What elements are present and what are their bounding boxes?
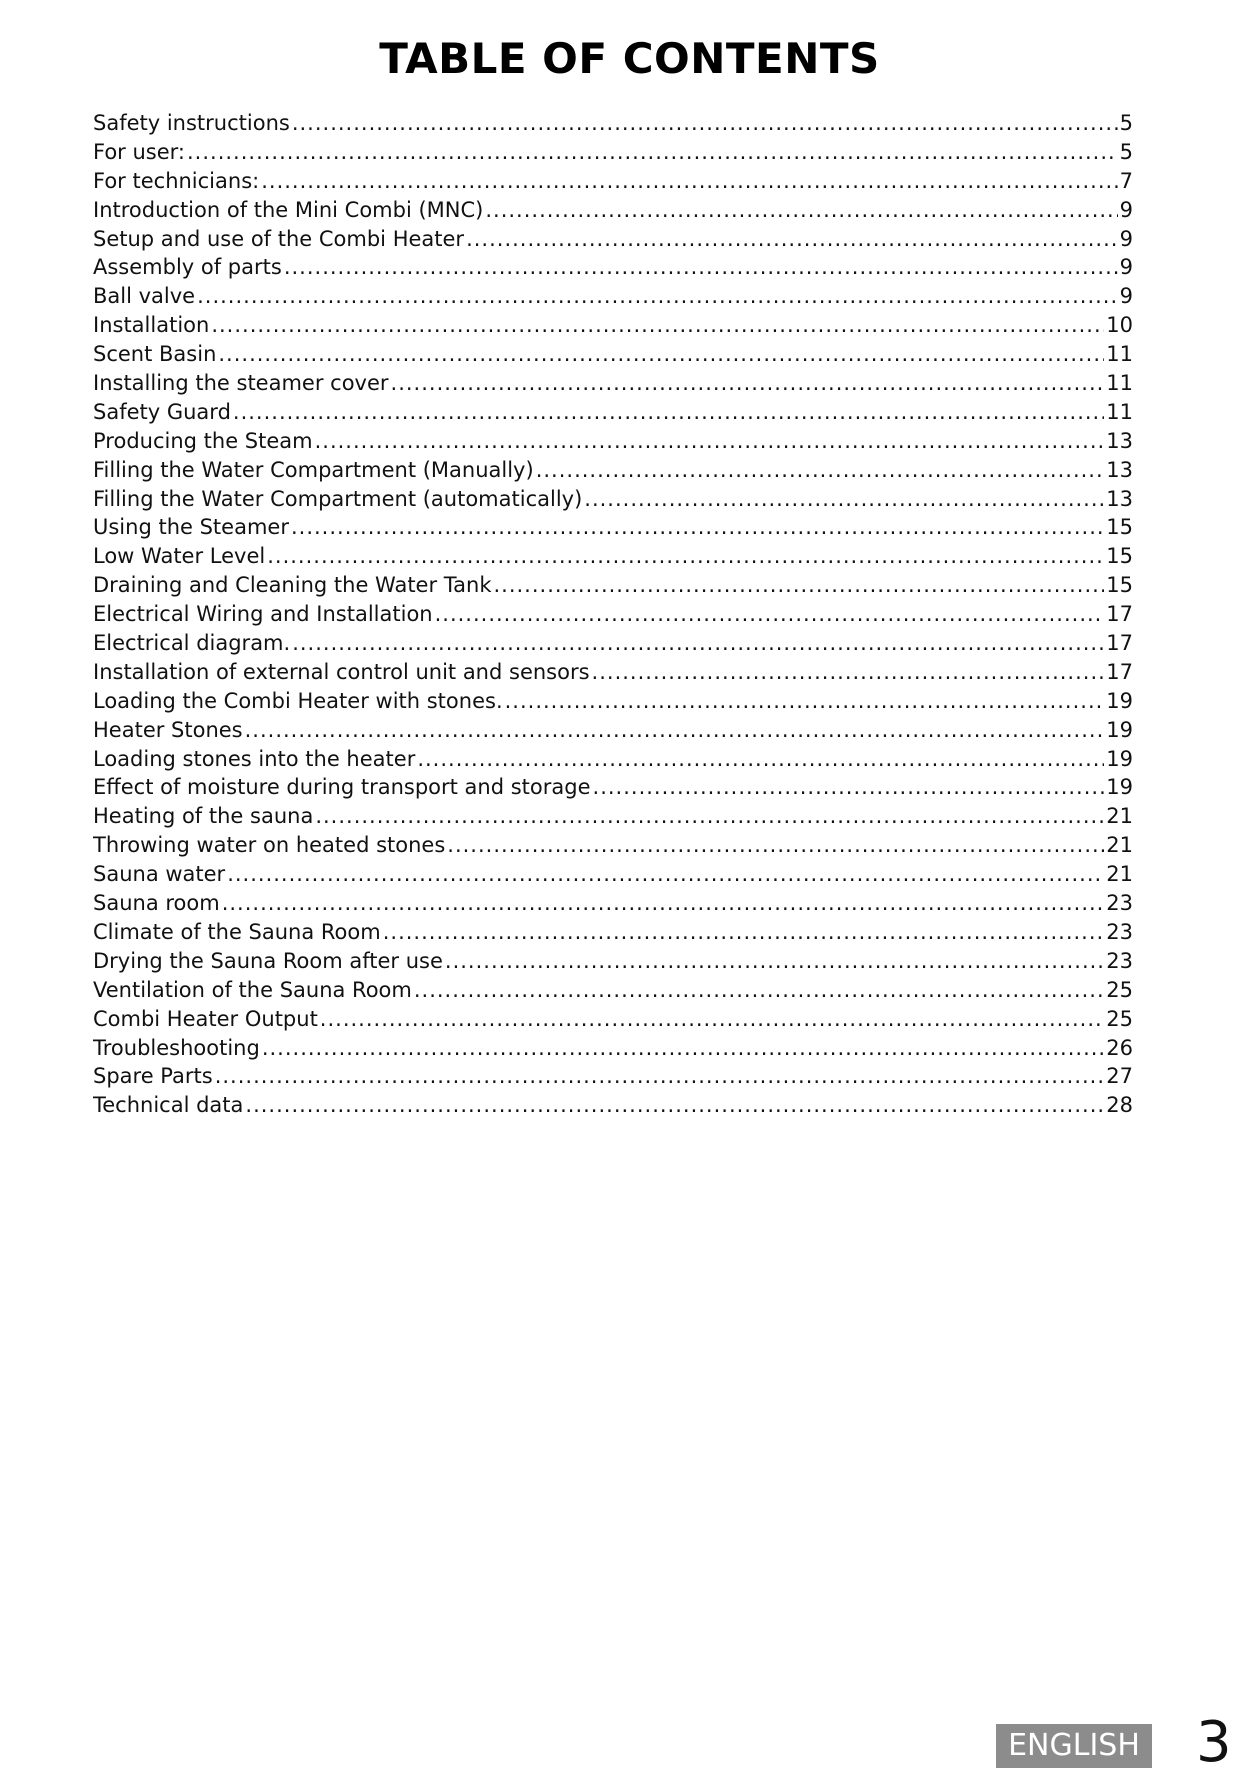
toc-entry[interactable] <box>93 831 1133 860</box>
toc-entry-label: Loading the Combi Heater with stones. <box>93 688 503 713</box>
toc-entry-page: 27 <box>1106 1064 1133 1089</box>
toc-entry-label: Electrical diagram. <box>93 631 291 656</box>
toc-entry-page: 9 <box>1119 284 1133 309</box>
toc-dot-leader <box>466 225 1118 254</box>
toc-entry-label: Installation <box>93 313 210 338</box>
toc-entry-label: Technical data <box>93 1093 244 1118</box>
toc-entry[interactable] <box>93 571 1133 600</box>
toc-entry[interactable] <box>93 311 1133 340</box>
page-title: TABLE OF CONTENTS <box>379 34 880 83</box>
toc-entry[interactable] <box>93 860 1133 889</box>
toc-entry[interactable] <box>93 542 1133 571</box>
toc-dot-leader <box>493 571 1104 600</box>
toc-dot-leader <box>383 918 1105 947</box>
toc-entry[interactable] <box>93 976 1133 1005</box>
toc-entry[interactable] <box>93 1005 1133 1034</box>
toc-entry-page: 17 <box>1106 659 1133 684</box>
toc-dot-leader <box>215 1062 1105 1091</box>
toc-entry-page: 21 <box>1106 862 1133 887</box>
toc-dot-leader <box>211 311 1104 340</box>
toc-dot-leader <box>267 542 1104 571</box>
toc-entry-page: 19 <box>1106 746 1133 771</box>
toc-entry[interactable] <box>93 1091 1133 1120</box>
toc-entry-label: Drying the Sauna Room after use <box>93 948 443 973</box>
toc-entry[interactable] <box>93 282 1133 311</box>
toc-dot-leader <box>222 889 1105 918</box>
toc-entry-page: 23 <box>1106 919 1133 944</box>
toc-entry[interactable] <box>93 485 1133 514</box>
toc-entry-label: Draining and Cleaning the Water Tank <box>93 573 492 598</box>
toc-entry-label: Loading stones into the heater <box>93 746 416 771</box>
toc-entry[interactable] <box>93 369 1133 398</box>
toc-dot-leader <box>536 456 1105 485</box>
toc-dot-leader <box>505 687 1105 716</box>
toc-entry[interactable] <box>93 918 1133 947</box>
toc-entry[interactable] <box>93 196 1133 225</box>
toc-entry-label: Safety Guard <box>93 399 231 424</box>
toc-dot-leader <box>245 716 1105 745</box>
toc-entry-page: 11 <box>1106 399 1133 424</box>
toc-entry-label: Ventilation of the Sauna Room <box>93 977 412 1002</box>
toc-dot-leader <box>592 658 1105 687</box>
toc-entry-label: Low Water Level <box>93 544 266 569</box>
toc-entry[interactable] <box>93 1062 1133 1091</box>
toc-entry-label: Spare Parts <box>93 1064 213 1089</box>
toc-entry-page: 21 <box>1106 833 1133 858</box>
toc-entry-page: 13 <box>1106 428 1133 453</box>
toc-entry[interactable] <box>93 773 1133 802</box>
toc-dot-leader <box>485 196 1117 225</box>
toc-entry-page: 21 <box>1106 804 1133 829</box>
toc-dot-leader <box>447 831 1104 860</box>
toc-entry-page: 7 <box>1119 168 1133 193</box>
toc-entry-page: 19 <box>1106 717 1133 742</box>
toc-entry-page: 9 <box>1119 197 1133 222</box>
toc-entry-label: Ball valve <box>93 284 196 309</box>
toc-entry-page: 15 <box>1106 515 1133 540</box>
toc-entry[interactable] <box>93 427 1133 456</box>
toc-entry-label: Introduction of the Mini Combi (MNC) <box>93 197 484 222</box>
toc-dot-leader <box>227 860 1104 889</box>
toc-entry-label: For technicians: <box>93 168 260 193</box>
toc-entry-label: Climate of the Sauna Room <box>93 919 381 944</box>
toc-dot-leader <box>593 773 1105 802</box>
toc-dot-leader <box>414 976 1104 1005</box>
toc-entry[interactable] <box>93 340 1133 369</box>
toc-entry[interactable] <box>93 716 1133 745</box>
toc-entry-page: 25 <box>1106 1006 1133 1031</box>
toc-entry-label: Heater Stones <box>93 717 243 742</box>
toc-entry[interactable] <box>93 253 1133 282</box>
language-badge: ENGLISH <box>996 1724 1152 1768</box>
toc-dot-leader <box>262 1034 1104 1063</box>
toc-entry-page: 19 <box>1106 775 1133 800</box>
toc-dot-leader <box>187 138 1118 167</box>
toc-entry-label: Filling the Water Compartment (automatically) <box>93 486 583 511</box>
toc-entry-page: 13 <box>1106 457 1133 482</box>
toc-entry-label: Assembly of parts <box>93 255 282 280</box>
toc-entry-page: 25 <box>1106 977 1133 1002</box>
toc-entry-page: 11 <box>1106 342 1133 367</box>
toc-entry-page: 17 <box>1106 631 1133 656</box>
toc-entry-page: 5 <box>1119 139 1133 164</box>
toc-dot-leader <box>417 745 1104 774</box>
page-number: 3 <box>1196 1710 1232 1775</box>
toc-entry-page: 23 <box>1106 891 1133 916</box>
toc-entry[interactable] <box>93 629 1133 658</box>
toc-dot-leader <box>197 282 1118 311</box>
toc-entry-page: 15 <box>1106 544 1133 569</box>
toc-entry-label: Installation of external control unit and sensors <box>93 659 590 684</box>
toc-dot-leader <box>233 398 1104 427</box>
toc-entry-label: Setup and use of the Combi Heater <box>93 226 465 251</box>
toc-entry-label: Scent Basin <box>93 342 217 367</box>
toc-entry[interactable] <box>93 109 1133 138</box>
toc-dot-leader <box>291 513 1104 542</box>
toc-dot-leader <box>284 253 1118 282</box>
toc-entry-label: For user: <box>93 139 185 164</box>
toc-entry-page: 13 <box>1106 486 1133 511</box>
toc-entry[interactable] <box>93 745 1133 774</box>
toc-entry-label: Safety instructions <box>93 111 290 135</box>
toc-entry[interactable] <box>93 398 1133 427</box>
toc-entry-label: Using the Steamer <box>93 515 289 540</box>
toc-entry-page: 15 <box>1106 573 1133 598</box>
toc-entry-page: 9 <box>1119 226 1133 251</box>
toc-entry-page: 19 <box>1106 688 1133 713</box>
toc-entry-label: Electrical Wiring and Installation <box>93 602 433 627</box>
toc-entry-label: Sauna water <box>93 862 226 887</box>
toc-entry-label: Effect of moisture during transport and storage <box>93 775 591 800</box>
toc-entry-label: Sauna room <box>93 891 220 916</box>
toc-entry[interactable] <box>93 658 1133 687</box>
toc-entry-page: 11 <box>1106 371 1133 396</box>
toc-entry-label: Troubleshooting <box>93 1035 260 1060</box>
toc-entry-page: 5 <box>1119 111 1133 135</box>
toc-dot-leader <box>315 427 1105 456</box>
toc-entry-label: Filling the Water Compartment (Manually) <box>93 457 534 482</box>
toc-dot-leader <box>292 629 1104 658</box>
toc-entry[interactable] <box>93 225 1133 254</box>
toc-entry-label: Combi Heater Output <box>93 1006 318 1031</box>
toc-dot-leader <box>218 340 1104 369</box>
toc-dot-leader <box>261 167 1117 196</box>
toc-entry[interactable] <box>93 889 1133 918</box>
toc-entry-page: 10 <box>1106 313 1133 338</box>
toc-dot-leader <box>292 109 1118 138</box>
toc-entry[interactable] <box>93 138 1133 167</box>
toc-entry[interactable] <box>93 456 1133 485</box>
toc-dot-leader <box>320 1005 1104 1034</box>
toc-dot-leader <box>584 485 1104 514</box>
toc-entry[interactable] <box>93 687 1133 716</box>
toc-entry-label: Installing the steamer cover <box>93 371 389 396</box>
toc-entry[interactable] <box>93 802 1133 831</box>
table-of-contents <box>93 109 1133 1120</box>
toc-dot-leader <box>435 600 1105 629</box>
toc-entry-page: 28 <box>1106 1093 1133 1118</box>
toc-entry-page: 23 <box>1106 948 1133 973</box>
toc-entry[interactable] <box>93 513 1133 542</box>
toc-entry-page: 9 <box>1119 255 1133 280</box>
toc-entry[interactable] <box>93 1034 1133 1063</box>
toc-entry[interactable] <box>93 947 1133 976</box>
toc-dot-leader <box>391 369 1105 398</box>
toc-entry-label: Producing the Steam <box>93 428 313 453</box>
toc-entry[interactable] <box>93 167 1133 196</box>
toc-entry-label: Throwing water on heated stones <box>93 833 446 858</box>
toc-entry-label: Heating of the sauna <box>93 804 314 829</box>
toc-dot-leader <box>445 947 1104 976</box>
toc-entry-page: 17 <box>1106 602 1133 627</box>
toc-dot-leader <box>315 802 1104 831</box>
toc-entry[interactable] <box>93 600 1133 629</box>
toc-entry-page: 26 <box>1106 1035 1133 1060</box>
toc-dot-leader <box>245 1091 1104 1120</box>
